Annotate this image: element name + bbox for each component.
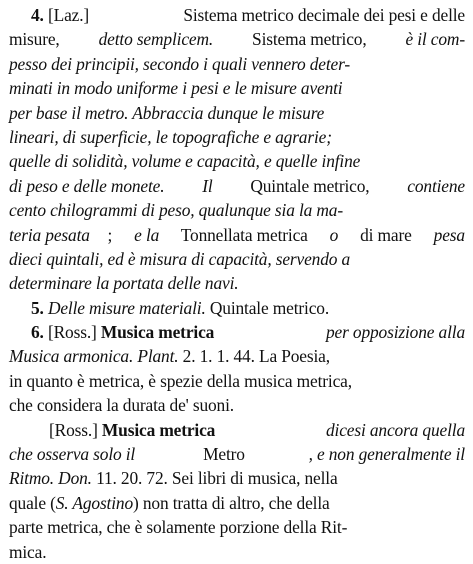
entry-4-line-7: quelle di solidità, volume e capacità, e quelle infine	[9, 151, 361, 172]
entry-4-line-10: teria pesata ; e la Tonnellata metrica o di mare pesa	[9, 224, 465, 245]
source-tag: [Ross.]	[49, 419, 98, 440]
entry-number: 6.	[31, 322, 44, 343]
entry-7-line-5: parte metrica, che è solamente porzione della Rit-	[9, 517, 348, 538]
entry-7-line-3: Ritmo. Don. 11. 20. 72. Sei libri di musica, nella	[9, 468, 338, 489]
citation: Ritmo. Don.	[9, 468, 92, 489]
entry-5-line-1	[9, 296, 465, 320]
headword: Musica metrica	[101, 419, 216, 440]
entry-6-line-4: che considera la durata de' suoni.	[9, 395, 234, 416]
entry-text: Delle misure materiali.	[47, 297, 206, 318]
entry-number: 4.	[31, 5, 44, 25]
citation: Plant.	[137, 346, 179, 367]
gloss: per opposizione alla	[325, 322, 465, 343]
source-tag: [Laz.]	[47, 5, 90, 25]
entry-6-line-2: Musica armonica. Plant. 2. 1. 1. 44. La Poesia,	[9, 346, 330, 367]
entry-4-line-1	[9, 3, 465, 27]
source-tag: [Ross.]	[47, 322, 97, 343]
entry-4-line-5: per base il metro. Abbraccia dunque le misure	[9, 102, 325, 123]
entry-6-line-3: in quanto è metrica, è spezie della musica metrica,	[9, 370, 352, 391]
entry-7-line-1	[9, 418, 465, 442]
entry-4-line-2: misure, detto semplicem. Sistema metrico, è il com-	[9, 29, 465, 50]
entry-6-line-1	[9, 320, 465, 344]
entry-4-line-8: di peso e delle monete. Il Quintale metrico, contiene	[9, 175, 465, 196]
entry-4-line-9: cento chilogrammi di peso, qualunque sia la ma-	[9, 200, 343, 221]
entry-text: Sistema metrico decimale dei pesi e delle	[183, 5, 465, 25]
gloss: dicesi ancora quella	[326, 419, 465, 440]
entry-4-line-6: lineari, di superficie, le topografiche e agrarie;	[9, 126, 332, 147]
entry-7-line-4: quale (S. Agostino) non tratta di altro, che della	[9, 492, 330, 513]
headword: Musica metrica	[100, 322, 215, 343]
headword: Quintale metrico.	[209, 297, 330, 318]
entry-4-line-4: minati in modo uniforme i pesi e le misure aventi	[9, 78, 343, 99]
entry-number: 5.	[31, 297, 44, 318]
entry-7-line-2: che osserva solo il Metro , e non generalmente il	[9, 444, 465, 465]
entry-4-line-12: determinare la portata delle navi.	[9, 273, 239, 294]
entry-4-line-11: dieci quintali, ed è misura di capacità, servendo a	[9, 248, 351, 269]
entry-4-line-3: pesso dei principii, secondo i quali vennero deter-	[9, 53, 351, 74]
entry-7-line-6: mica.	[9, 541, 47, 562]
